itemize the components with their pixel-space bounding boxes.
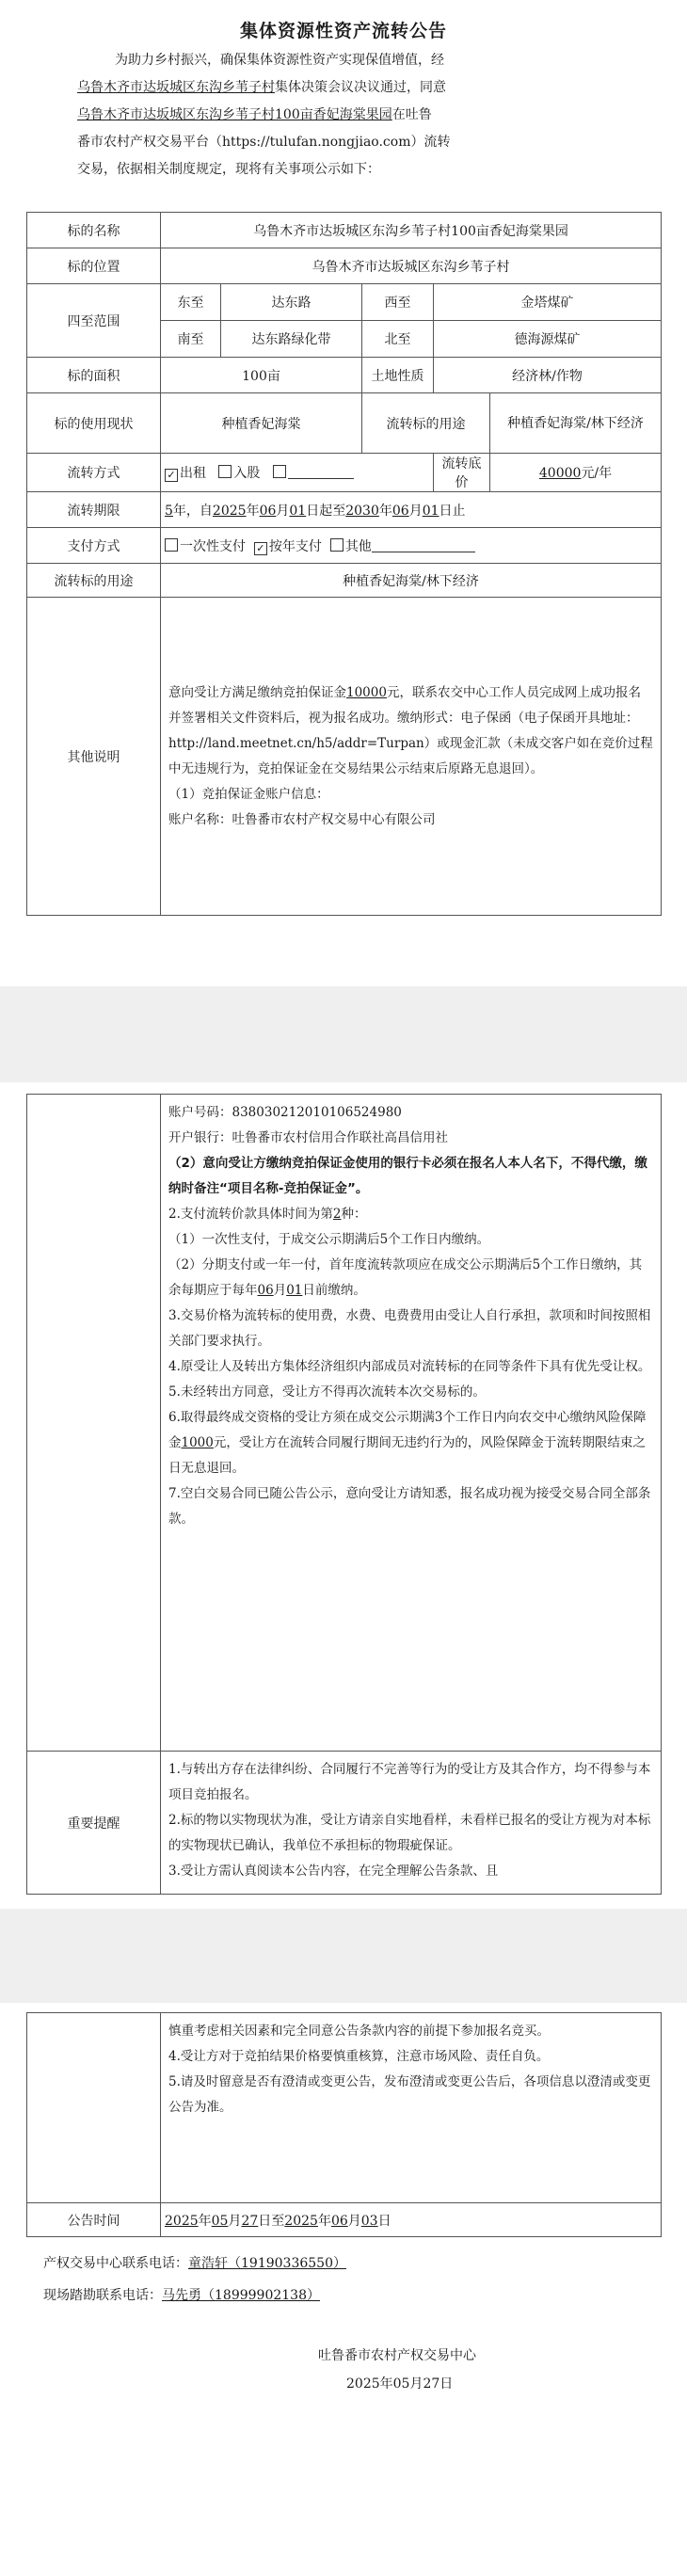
notice-end-month: 06 — [330, 2213, 348, 2229]
other-text: 元，联系农交中心工作人员完成网上成功报名并签署相关文件资料后，视为报名成功。缴纳形式：电子保函（电子保函开具地址：http://land.meetnet.cn/h5/addr=Turpan）或现金汇款（未成交客户如在竞价过程中无违规行为，竞拍保证金在交易结果公示结束后原路无息退回）。 — [168, 684, 653, 776]
blank-label-cell — [27, 2013, 161, 2203]
intro-line-4: 番市农村产权交易平台（https://tulufan.nongjiao.com）流转 — [77, 135, 451, 150]
period-text: 年 — [246, 503, 260, 519]
contact-2 — [43, 2285, 320, 2304]
north-value: 德海源煤矿 — [434, 321, 662, 358]
floor-value-cell — [490, 454, 662, 492]
remind-3-cont: 慎重考虑相关因素和完全同意公告条款内容的前提下参加报名竞买。 — [168, 2024, 550, 2039]
contact-2-label: 现场踏勘联系电话： — [43, 2288, 162, 2303]
item-6 — [168, 1405, 653, 1481]
pay-way-2 — [168, 1253, 653, 1304]
remind-3: 3.受让方需认真阅读本公告内容，在完全理解公告条款、且 — [168, 1864, 499, 1879]
notice-end-year: 2025 — [284, 2213, 318, 2229]
invest-checkbox[interactable] — [218, 465, 232, 478]
pay-way — [168, 1202, 653, 1227]
period-text: 年，自 — [172, 503, 213, 519]
pay-other-checkbox[interactable] — [330, 538, 344, 552]
floor-unit: 元/年 — [581, 466, 613, 481]
project-name: 乌鲁木齐市达坂城区东沟乡苇子村100亩香妃海棠果园 — [77, 107, 392, 122]
terms-content — [161, 1095, 662, 1752]
intro-line-1: 为助力乡村振兴，确保集体资源性资产实现保值增值，经 — [115, 53, 444, 68]
south-value: 达东路绿化带 — [221, 321, 362, 358]
pay-options — [161, 528, 662, 564]
notice-text: 日至 — [258, 2213, 285, 2229]
item-7: 7.空白交易合同已随公告公示，意向受让方请知悉，报名成功视为接受交易合同全部条款。 — [168, 1486, 651, 1527]
notice-label: 公告时间 — [27, 2203, 161, 2237]
other-method-blank — [288, 465, 354, 479]
intro-line-2 — [77, 74, 623, 102]
item-6-text: 元，受让方在流转合同履行期间无违约行为的，风险保障金于流转期限结束之日无息退回。 — [168, 1435, 646, 1476]
item-4: 4.原受让人及转出方集体经济组织内部成员对流转标的在同等条件下具有优先受让权。 — [168, 1359, 651, 1374]
east-label: 东至 — [161, 284, 221, 321]
pay-month: 06 — [257, 1283, 274, 1298]
notice-value — [161, 2203, 662, 2237]
period-label: 流转期限 — [27, 492, 161, 528]
intro-line-5: 交易，依据相关制度规定，现将有关事项公示如下： — [77, 162, 380, 177]
location-label: 标的位置 — [27, 248, 161, 284]
period-start-year: 2025 — [212, 503, 247, 519]
west-value: 金塔煤矿 — [434, 284, 662, 321]
pay-day: 01 — [286, 1283, 303, 1298]
other-content — [161, 598, 662, 916]
period-end-day: 01 — [422, 503, 439, 519]
other-p1 — [168, 680, 653, 782]
period-text: 日起至 — [306, 503, 346, 519]
usage-label: 标的使用现状 — [27, 393, 161, 454]
contact-1-label: 产权交易中心联系电话： — [43, 2256, 188, 2271]
purpose-label: 流转标的用途 — [27, 564, 161, 598]
info-table — [26, 212, 662, 916]
period-end-month: 06 — [391, 503, 409, 519]
name-value: 乌鲁木齐市达坂城区东沟乡苇子村100亩香妃海棠果园 — [161, 213, 662, 248]
use-label: 流转标的用途 — [362, 393, 490, 454]
info-table-end — [26, 2012, 662, 2237]
area-label: 标的面积 — [27, 358, 161, 393]
period-text: 月 — [276, 503, 290, 519]
intro-line-3 — [77, 102, 623, 129]
land-value: 经济林/作物 — [434, 358, 662, 393]
contact-1-phone[interactable]: （19190336550） — [228, 2256, 346, 2271]
pay-way-text: 种： — [341, 1207, 367, 1222]
area-value: 100亩 — [161, 358, 362, 393]
notice-start-year: 2025 — [165, 2213, 199, 2229]
notice-start-month: 05 — [211, 2213, 229, 2229]
page-3 — [0, 2003, 687, 2576]
page-title: 集体资源性资产流转公告 — [239, 21, 447, 41]
remind-content — [161, 1752, 662, 1895]
intro-line-3-rest: 在吐鲁 — [391, 107, 432, 122]
other-method-checkbox[interactable] — [273, 465, 286, 478]
pay-way-2-text: （2）分期支付或一年一付，首年度流转款项应在成交公示期满后5个工作日缴纳，其余每期应于每年 — [168, 1257, 643, 1298]
floor-label: 流转底价 — [434, 454, 490, 492]
notice-start-day: 27 — [241, 2213, 259, 2229]
contact-1 — [43, 2253, 346, 2272]
floor-value: 40000 — [538, 466, 582, 481]
other-label: 其他说明 — [27, 598, 161, 916]
usage-value: 种植香妃海棠 — [161, 393, 362, 454]
contact-2-phone[interactable]: （18999902138） — [201, 2288, 320, 2303]
name-label: 标的名称 — [27, 213, 161, 248]
village-name: 乌鲁木齐市达坂城区东沟乡苇子村 — [77, 80, 275, 95]
intro-line-2-rest: 集体决策会议决议通过，同意 — [275, 80, 446, 95]
purpose-value: 种植香妃海棠/林下经济 — [161, 564, 662, 598]
period-text: 年 — [378, 503, 392, 519]
pay-way-text: 2.支付流转价款具体时间为第 — [168, 1207, 333, 1222]
pay-other-blank — [372, 538, 475, 552]
page-1 — [0, 0, 687, 986]
period-value — [161, 492, 662, 528]
item-3: 3.交易价格为流转标的使用费，水费、电费费用由受让人自行承担，款项和时间按照相关部门要求执行。 — [168, 1308, 651, 1349]
notice-text: 月 — [347, 2213, 361, 2229]
lease-label: 出租 — [180, 466, 206, 481]
intro-paragraph — [77, 47, 623, 184]
north-label: 北至 — [362, 321, 434, 358]
east-value: 达东路 — [221, 284, 362, 321]
period-start-day: 01 — [289, 503, 307, 519]
method-label: 流转方式 — [27, 454, 161, 492]
location-value: 乌鲁木齐市达坂城区东沟乡苇子村 — [161, 248, 662, 284]
lease-checkbox[interactable]: ✓ — [165, 469, 178, 482]
west-label: 西至 — [362, 284, 434, 321]
issuer-org: 吐鲁番市农村产权交易中心 — [318, 2348, 476, 2363]
period-text: 日止 — [439, 503, 466, 519]
pay-way-number: 2 — [332, 1207, 342, 1222]
other-p2: （1）竞拍保证金账户信息： — [168, 786, 329, 802]
remind-content-cont — [161, 2013, 662, 2203]
pay-way-2-text: 月 — [273, 1283, 287, 1298]
remind-4: 4.受让方对于竞拍结果价格要慎重核算，注意市场风险、责任自负。 — [168, 2049, 550, 2064]
pay-label: 支付方式 — [27, 528, 161, 564]
method-options — [161, 454, 434, 492]
remind-2: 2.标的物以实物现状为准，受让方请亲自实地看样，未看样已报名的受让方视为对本标的实物现状已确认，我单位不承担标的物瑕疵保证。 — [168, 1813, 651, 1853]
account-bank: 开户银行：吐鲁番市农村信用合作联社高昌信用社 — [168, 1130, 448, 1145]
notice-text: 日 — [377, 2213, 391, 2229]
pay-once-checkbox[interactable] — [165, 538, 178, 552]
pay-yearly-checkbox[interactable]: ✓ — [254, 542, 267, 555]
info-table-cont — [26, 1094, 662, 1895]
account-number: 账户号码：838030212010106524980 — [168, 1105, 402, 1120]
period-end-year: 2030 — [345, 503, 379, 519]
contact-1-name: 童浩轩 — [188, 2256, 228, 2271]
period-years: 5 — [165, 503, 173, 519]
risk-amount: 1000 — [181, 1435, 214, 1450]
pay-other-label: 其他 — [344, 538, 372, 554]
other-text: 意向受让方满足缴纳竞拍保证金 — [168, 684, 346, 700]
remind-5: 5.请及时留意是否有澄清或变更公告，发布澄清或变更公告后，各项信息以澄清或变更公告为准。 — [168, 2074, 651, 2115]
notice-text: 年 — [198, 2213, 212, 2229]
remind-1: 1.与转出方存在法律纠纷、合同履行不完善等行为的受让方及其合作方，均不得参与本项目竞拍报名。 — [168, 1762, 651, 1802]
south-label: 南至 — [161, 321, 221, 358]
pay-way-2-text: 日前缴纳。 — [302, 1283, 366, 1298]
item-6-text: 6.取得最终成交资格的受让方须在成交公示期满3个工作日内向农交中心缴纳风险保障金 — [168, 1410, 647, 1450]
pay-yearly-label: 按年支付 — [268, 538, 322, 554]
deposit-amount: 10000 — [346, 684, 387, 700]
invest-label: 入股 — [233, 466, 261, 481]
boundary-label: 四至范围 — [27, 284, 161, 358]
pay-once-label: 一次性支付 — [180, 538, 246, 554]
issue-date: 2025年05月27日 — [346, 2376, 454, 2392]
blank-label-cell — [27, 1095, 161, 1752]
notice-text: 月 — [228, 2213, 242, 2229]
card-note: （2）意向受让方缴纳竞拍保证金使用的银行卡必须在报名人本人名下，不得代缴，缴纳时备注“项目名称-竞拍保证金”。 — [168, 1156, 647, 1196]
item-5: 5.未经转出方同意，受让方不得再次流转本次交易标的。 — [168, 1384, 486, 1400]
remind-label: 重要提醒 — [27, 1752, 161, 1895]
notice-text: 年 — [317, 2213, 331, 2229]
page-2 — [0, 1082, 687, 1909]
period-text: 月 — [408, 503, 423, 519]
notice-end-day: 03 — [360, 2213, 378, 2229]
other-p3: 账户名称：吐鲁番市农村产权交易中心有限公司 — [168, 811, 436, 827]
contact-2-name: 马先勇 — [162, 2288, 201, 2303]
use-value: 种植香妃海棠/林下经济 — [490, 393, 662, 454]
pay-way-1: （1）一次性支付，于成交公示期满后5个工作日内缴纳。 — [168, 1232, 490, 1247]
period-start-month: 06 — [259, 503, 277, 519]
land-label: 土地性质 — [362, 358, 434, 393]
